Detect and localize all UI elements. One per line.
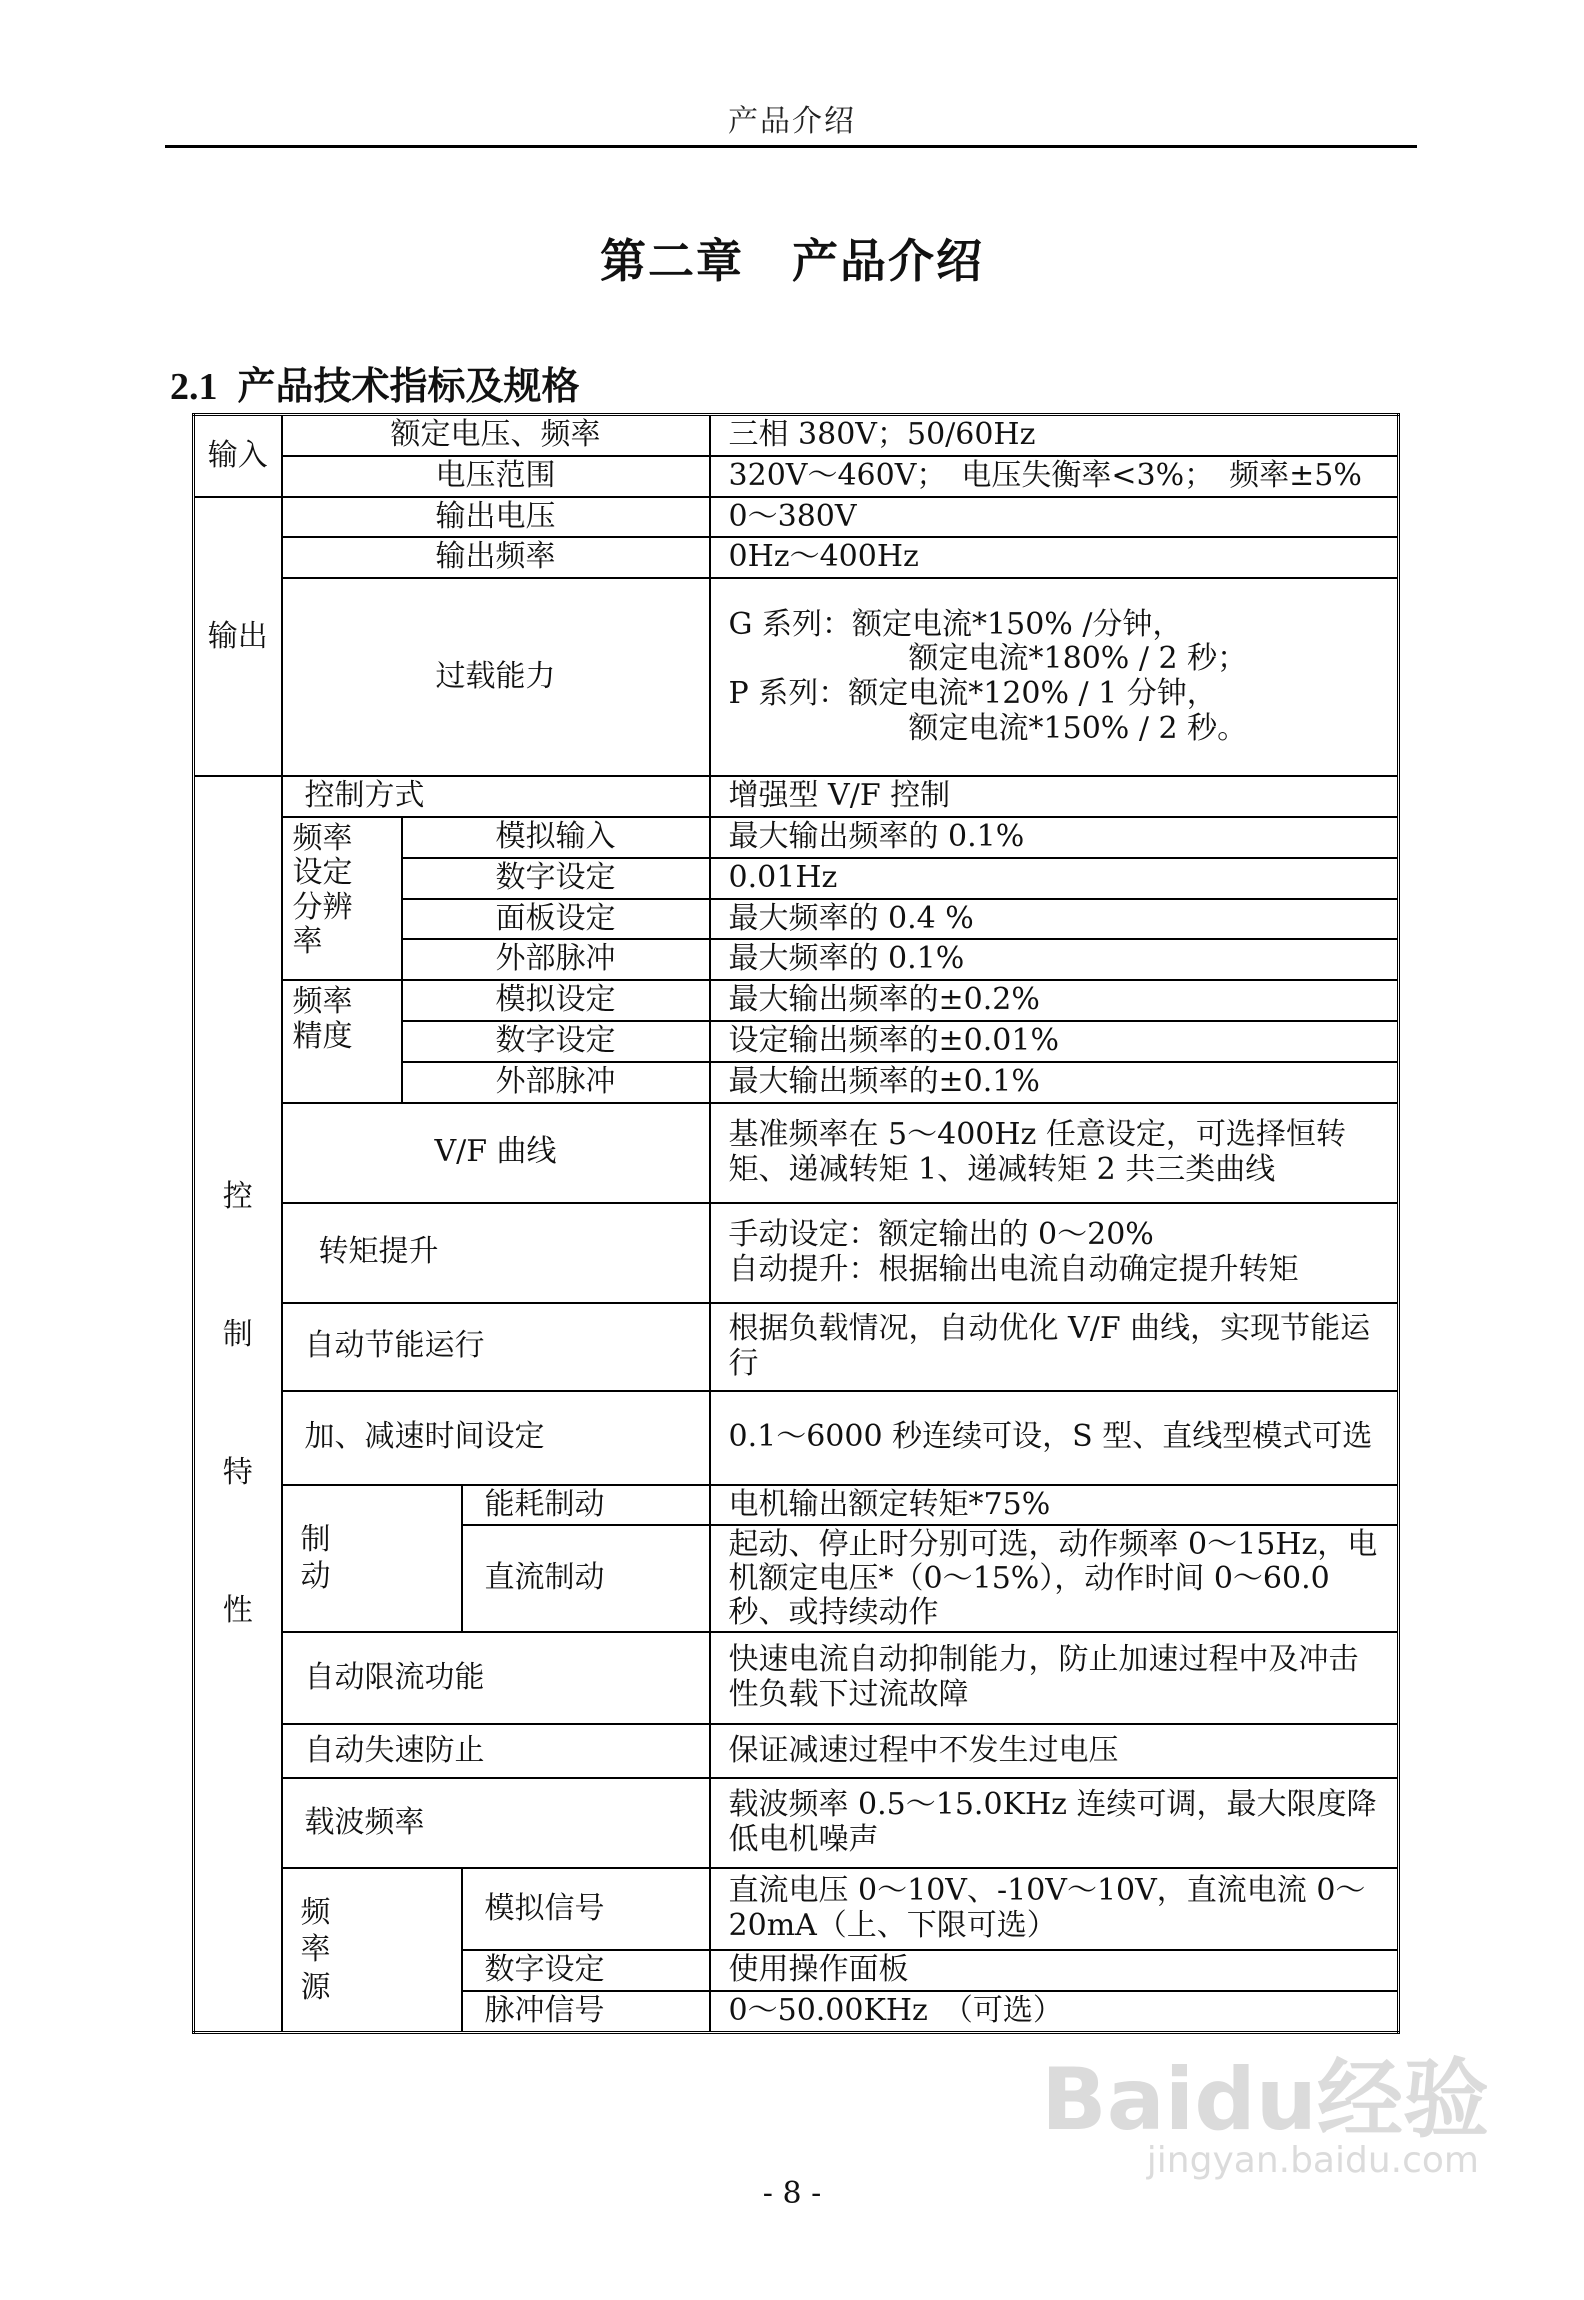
chapter-title	[0, 225, 1584, 291]
row-label: 数字设定	[402, 858, 710, 899]
table-row	[194, 1303, 1399, 1391]
table-row	[194, 1103, 1399, 1203]
watermark-url: jingyan.baidu.com	[1146, 2140, 1479, 2181]
overload-line: 额定电流*150% / 2 秒。	[908, 710, 1248, 746]
category-output: 输出	[194, 497, 282, 777]
row-value: 三相 380V；50/60Hz	[710, 415, 1399, 456]
header-rule	[165, 145, 1417, 148]
table-row	[194, 1632, 1399, 1724]
chapter-name: 产品介绍	[792, 234, 984, 288]
table-row	[194, 776, 1399, 817]
row-value: 0～50.00KHz （可选）	[710, 1991, 1399, 2032]
table-row	[194, 1485, 1399, 1526]
chapter-label: 第二章	[600, 234, 744, 288]
row-label: 额定电压、频率	[282, 415, 710, 456]
table-row	[194, 415, 1399, 456]
row-label: 模拟设定	[402, 980, 710, 1021]
table-row	[194, 1391, 1399, 1485]
section-number: 2.1	[170, 366, 218, 408]
table-row	[194, 1778, 1399, 1868]
table-row	[194, 1203, 1399, 1303]
group-freq-source	[282, 1868, 462, 2032]
row-value	[710, 578, 1399, 776]
spec-table	[192, 413, 1400, 2034]
row-value: 快速电流自动抑制能力，防止加速过程中及冲击性负载下过流故障	[710, 1632, 1399, 1724]
group-braking-text: 制动	[300, 1521, 331, 1595]
row-label: 模拟信号	[462, 1868, 710, 1950]
row-label: 外部脉冲	[402, 939, 710, 980]
row-label: 转矩提升	[282, 1203, 710, 1303]
row-label: 电压范围	[282, 456, 710, 497]
row-label: 过载能力	[282, 578, 710, 776]
row-label: 控制方式	[282, 776, 710, 817]
section-name: 产品技术指标及规格	[237, 363, 580, 408]
group-braking	[282, 1485, 462, 1633]
row-value: 设定输出频率的±0.01%	[710, 1021, 1399, 1062]
row-label: 模拟输入	[402, 817, 710, 858]
group-accuracy	[282, 980, 402, 1102]
row-value: 最大输出频率的±0.2%	[710, 980, 1399, 1021]
row-value: 320V～460V； 电压失衡率<3%； 频率±5%	[710, 456, 1399, 497]
row-label: 数字设定	[402, 1021, 710, 1062]
table-row	[194, 1724, 1399, 1778]
row-label: 脉冲信号	[462, 1991, 710, 2032]
row-value: 0.01Hz	[710, 858, 1399, 899]
row-value: 0～380V	[710, 497, 1399, 538]
table-row	[194, 1868, 1399, 1950]
row-label: 输出频率	[282, 537, 710, 578]
row-value: 最大输出频率的±0.1%	[710, 1062, 1399, 1103]
row-value: 直流电压 0～10V、-10V～10V，直流电流 0～20mA（上、下限可选）	[710, 1868, 1399, 1950]
row-value: 0.1～6000 秒连续可设，S 型、直线型模式可选	[710, 1391, 1399, 1485]
row-label: 数字设定	[462, 1950, 710, 1991]
row-value: 根据负载情况，自动优化 V/F 曲线，实现节能运行	[710, 1303, 1399, 1391]
table-row	[194, 456, 1399, 497]
torque-line: 自动提升：根据输出电流自动确定提升转矩	[728, 1251, 1299, 1287]
table-row	[194, 817, 1399, 858]
category-input: 输入	[194, 415, 282, 497]
group-resolution	[282, 817, 402, 980]
page-number: - 8 -	[762, 2176, 822, 2211]
row-label: 能耗制动	[462, 1485, 710, 1526]
category-control-text: 控制特性	[222, 1178, 253, 1628]
row-value: 最大输出频率的 0.1%	[710, 817, 1399, 858]
row-label: 加、减速时间设定	[282, 1391, 710, 1485]
row-label: 载波频率	[282, 1778, 710, 1868]
row-value: 基准频率在 5～400Hz 任意设定，可选择恒转矩、递减转矩 1、递减转矩 2 共三类曲线	[710, 1103, 1399, 1203]
table-row	[194, 980, 1399, 1021]
table-row	[194, 497, 1399, 538]
row-value: 电机输出额定转矩*75%	[710, 1485, 1399, 1526]
row-value: 最大频率的 0.1%	[710, 939, 1399, 980]
overload-line: G 系列：额定电流*150% /分钟，	[728, 606, 1183, 642]
row-value: 载波频率 0.5～15.0KHz 连续可调，最大限度降低电机噪声	[710, 1778, 1399, 1868]
row-label: 自动限流功能	[282, 1632, 710, 1724]
group-resolution-text: 频率设定分辨率	[292, 820, 353, 960]
running-header: 产品介绍	[728, 104, 856, 139]
row-value: 最大频率的 0.4 %	[710, 899, 1399, 940]
group-accuracy-text: 频率精度	[292, 984, 353, 1054]
row-label: 自动节能运行	[282, 1303, 710, 1391]
row-value	[710, 1203, 1399, 1303]
overload-line: P 系列：额定电流*120% / 1 分钟，	[728, 676, 1217, 712]
row-label: 外部脉冲	[402, 1062, 710, 1103]
section-title	[170, 355, 580, 410]
table-row	[194, 537, 1399, 578]
overload-line: 额定电流*180% / 2 秒；	[908, 641, 1248, 677]
table-row	[194, 578, 1399, 776]
group-freq-source-text: 频率源	[300, 1894, 331, 2005]
row-value: 增强型 V/F 控制	[710, 776, 1399, 817]
torque-line: 手动设定：额定输出的 0～20%	[728, 1216, 1154, 1252]
row-label: 自动失速防止	[282, 1724, 710, 1778]
row-value: 保证减速过程中不发生过电压	[710, 1724, 1399, 1778]
row-value: 0Hz～400Hz	[710, 537, 1399, 578]
row-label: V/F 曲线	[282, 1103, 710, 1203]
row-label: 面板设定	[402, 899, 710, 940]
watermark	[1041, 2020, 1489, 2195]
watermark-brand: Baidu经验	[1041, 2050, 1489, 2150]
row-value: 使用操作面板	[710, 1950, 1399, 1991]
row-label: 输出电压	[282, 497, 710, 538]
row-label: 直流制动	[462, 1525, 710, 1632]
category-control	[194, 776, 282, 2032]
row-value: 起动、停止时分别可选，动作频率 0～15Hz，电机额定电压*（0～15%），动作时间 0～60.0 秒、或持续动作	[710, 1525, 1399, 1632]
